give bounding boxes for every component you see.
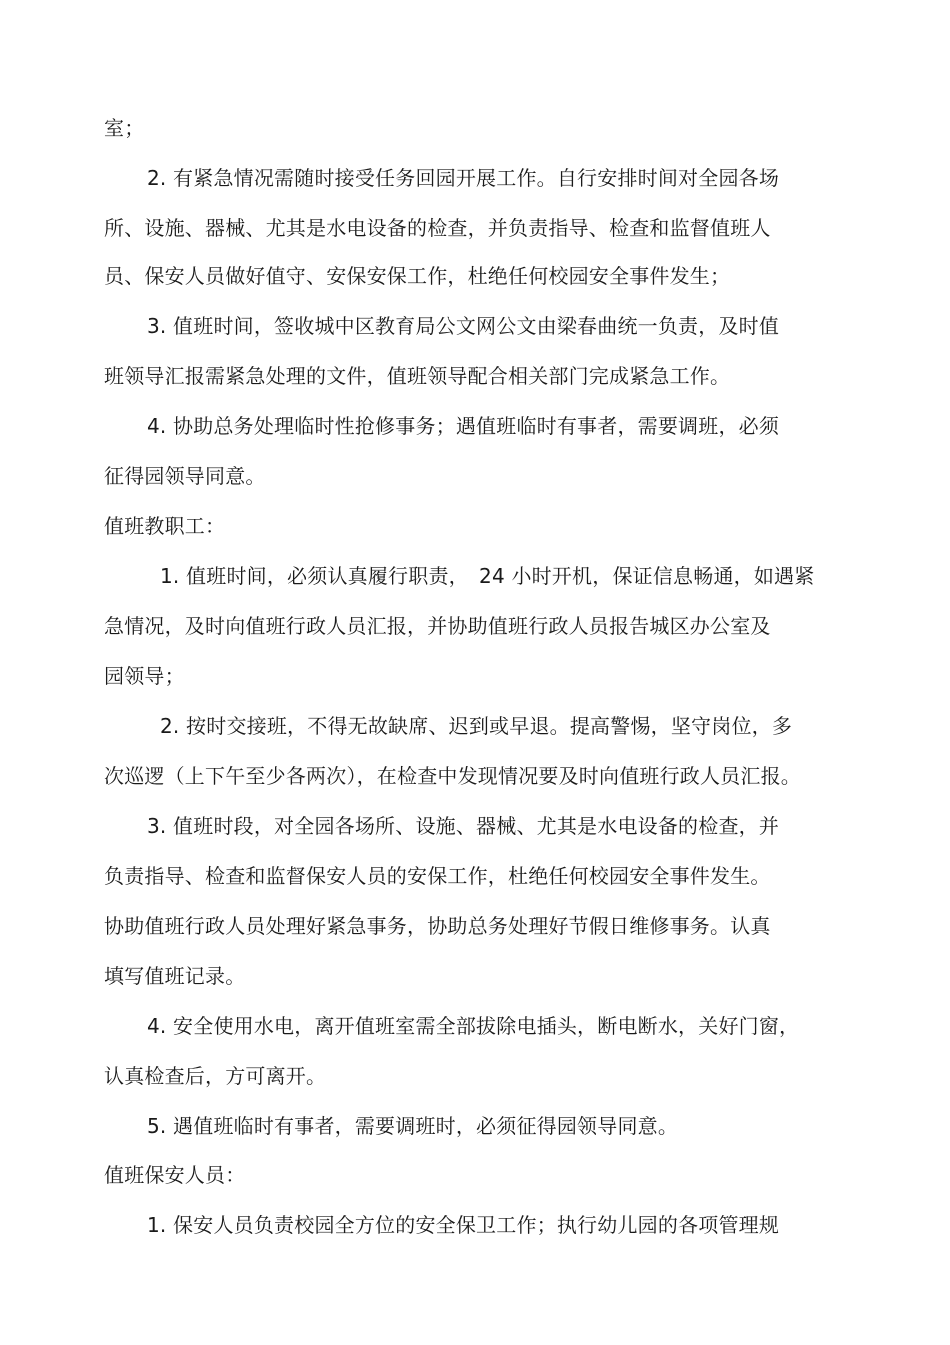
text-line: 认真检查后，方可离开。 [104,1064,327,1088]
text-line: 1. 保安人员负责校园全方位的安全保卫工作；执行幼儿园的各项管理规 [147,1213,780,1237]
text-line: 3. 值班时间，签收城中区教育局公文网公文由梁春曲统一负责，及时值 [147,314,780,338]
text-line: 室； [104,116,145,140]
text-line: 急情况，及时向值班行政人员汇报，并协助值班行政人员报告城区办公室及 [104,614,771,638]
text-line: 4. 协助总务处理临时性抢修事务；遇值班临时有事者，需要调班，必须 [147,414,780,438]
section-heading: 值班保安人员： [104,1163,246,1187]
text-line: 征得园领导同意。 [104,464,266,488]
text-line: 2. 有紧急情况需随时接受任务回园开展工作。自行安排时间对全园各场 [147,166,780,190]
text-line: 园领导； [104,664,185,688]
text-line: 5. 遇值班临时有事者，需要调班时，必须征得园领导同意。 [147,1114,679,1138]
text-line: 2. 按时交接班，不得无故缺席、迟到或早退。提高警惕，坚守岗位，多 [160,714,793,738]
text-line: 4. 安全使用水电，离开值班室需全部拔除电插头，断电断水，关好门窗， [147,1014,800,1038]
text-line: 班领导汇报需紧急处理的文件，值班领导配合相关部门完成紧急工作。 [104,364,731,388]
text-line: 次巡逻（上下午至少各两次），在检查中发现情况要及时向值班行政人员汇报。 [104,764,801,788]
text-line: 所、设施、器械、尤其是水电设备的检查，并负责指导、检查和监督值班人 [104,216,771,240]
text-line: 员、保安人员做好值守、安保安保工作，杜绝任何校园安全事件发生； [104,264,731,288]
text-line: 3. 值班时段，对全园各场所、设施、器械、尤其是水电设备的检查，并 [147,814,780,838]
text-line: 1. 值班时间，必须认真履行职责， 24 小时开机，保证信息畅通，如遇紧 [160,564,815,588]
section-heading: 值班教职工： [104,514,226,538]
text-line: 协助值班行政人员处理好紧急事务，协助总务处理好节假日维修事务。认真 [104,914,771,938]
text-line: 填写值班记录。 [104,964,246,988]
text-line: 负责指导、检查和监督保安人员的安保工作，杜绝任何校园安全事件发生。 [104,864,771,888]
